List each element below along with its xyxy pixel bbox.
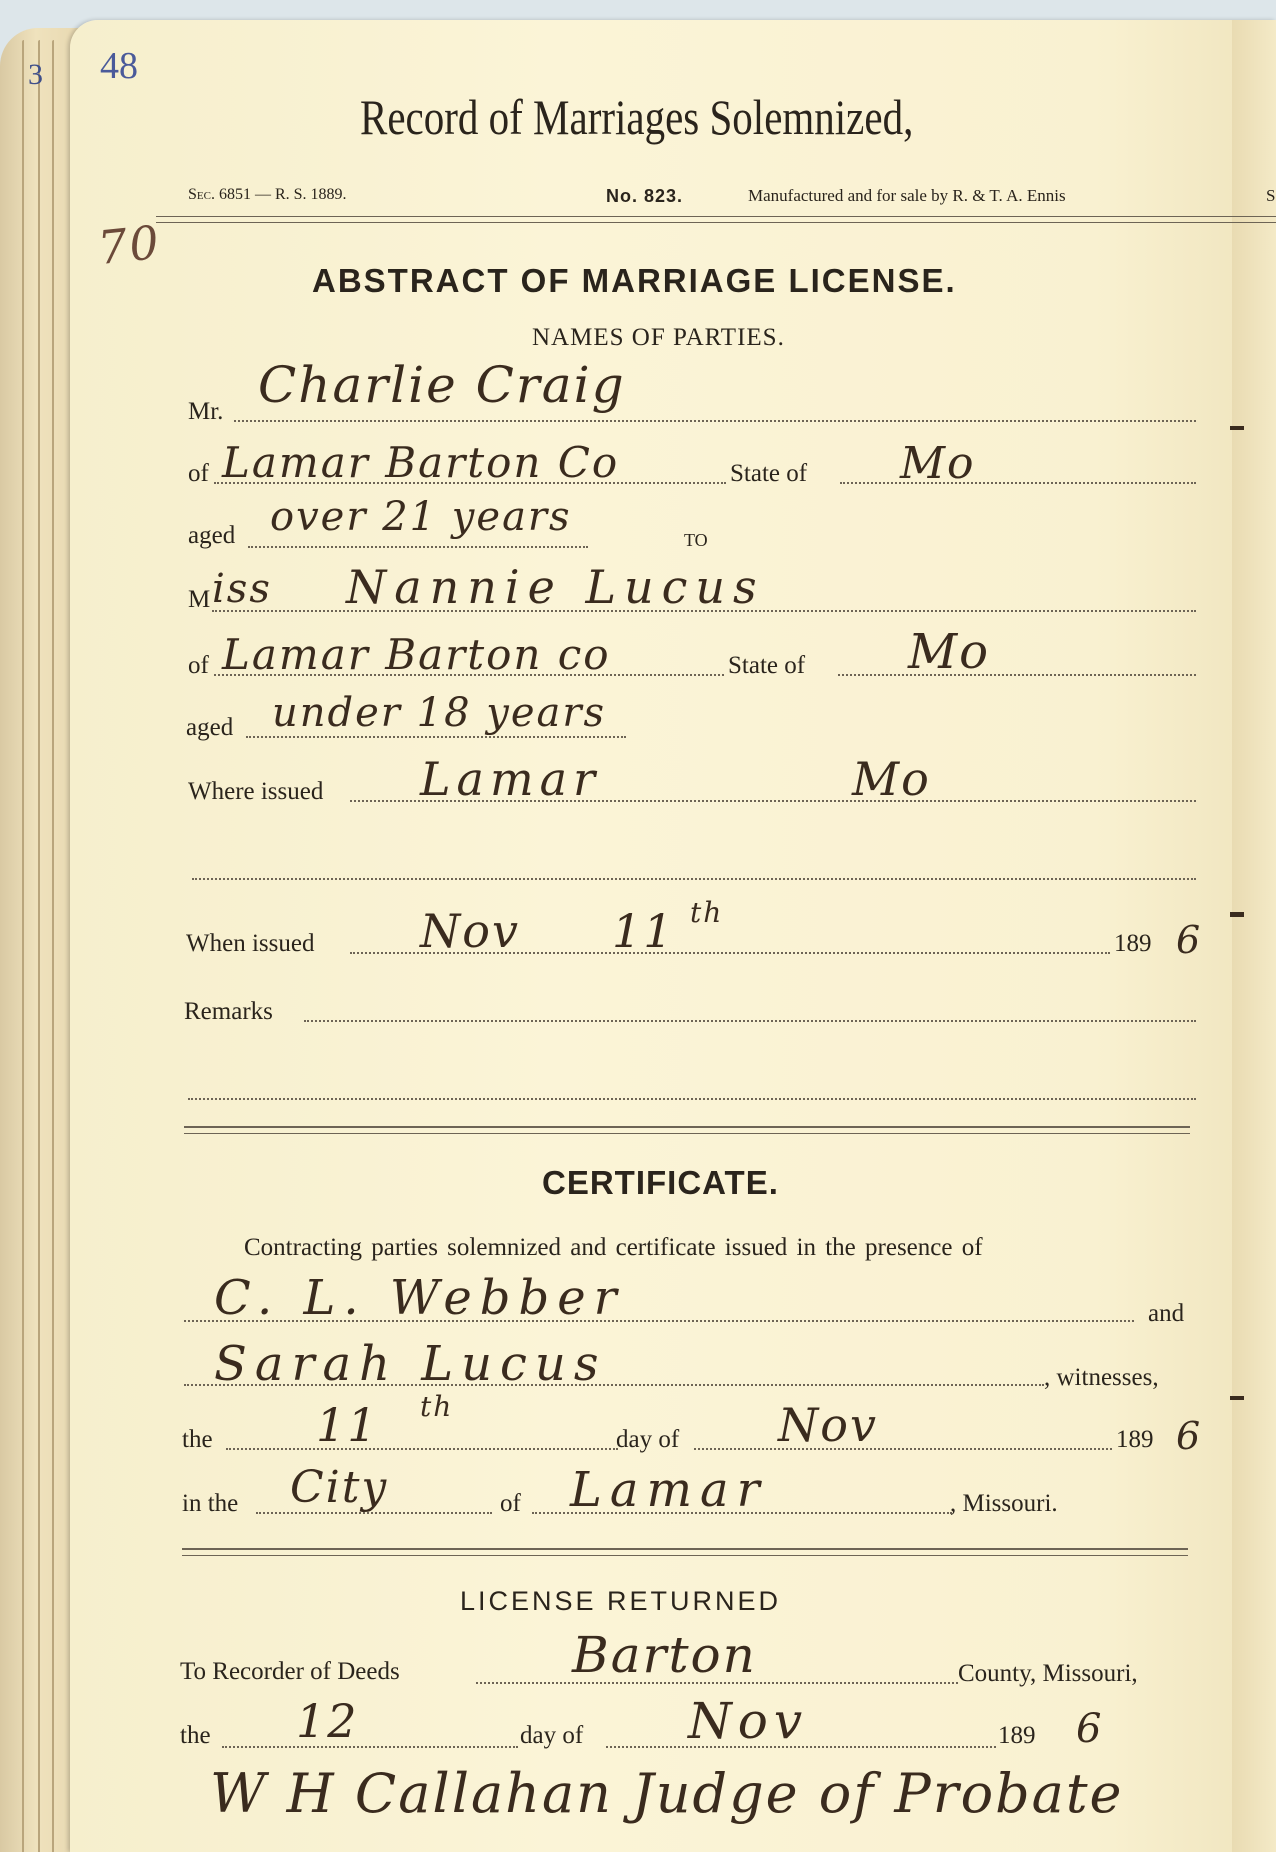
section-rule	[184, 1133, 1190, 1134]
cert-the-label: the	[182, 1426, 213, 1453]
cert-day-line	[226, 1448, 618, 1450]
recorder-label: To Recorder of Deeds	[180, 1658, 400, 1685]
when-issued-day-suffix: th	[690, 896, 724, 929]
statute-reference: Sec. 6851 — R. S. 1889.	[188, 186, 347, 203]
probate-judge-signature: W H Callahan Judge of Probate	[210, 1762, 1124, 1825]
remarks-label: Remarks	[184, 998, 273, 1025]
returned-the-label: the	[180, 1722, 211, 1749]
certificate-intro: Contracting parties solemnized and certificate issued in the presence of	[244, 1234, 983, 1261]
binding-mark	[1230, 912, 1244, 917]
witnesses-label: , witnesses,	[1044, 1364, 1159, 1391]
corner-mark: 3	[28, 58, 43, 91]
remarks-line	[304, 1020, 1196, 1022]
mr-label: Mr.	[188, 398, 224, 425]
groom-state: Mo	[900, 438, 976, 489]
remarks-line-2	[188, 1098, 1196, 1100]
bride-age-line	[246, 736, 626, 738]
manufacturer-cut-text: S	[1266, 186, 1276, 205]
returned-day-line	[222, 1746, 518, 1748]
binding-mark	[1230, 1396, 1244, 1400]
header-rule	[156, 222, 1276, 223]
returned-year-prefix: 189	[998, 1722, 1036, 1749]
cert-month-line	[694, 1448, 1112, 1450]
section-rule	[182, 1555, 1188, 1556]
cert-of-label: of	[500, 1490, 521, 1517]
cert-day-of-label: day of	[616, 1426, 680, 1453]
groom-age-line	[248, 546, 588, 548]
abstract-title: ABSTRACT OF MARRIAGE LICENSE.	[312, 262, 957, 299]
missouri-label: , Missouri.	[950, 1490, 1058, 1517]
where-issued-line-2	[192, 878, 1196, 880]
groom-state-label: State of	[730, 460, 808, 487]
returned-year-digit: 6	[1076, 1706, 1104, 1752]
place-type: City	[290, 1462, 389, 1513]
bride-of-label: of	[188, 652, 209, 679]
form-number: No. 823.	[606, 186, 684, 206]
when-issued-year-prefix: 189	[1114, 930, 1152, 957]
miss-label: M	[188, 586, 211, 613]
groom-aged-label: aged	[188, 522, 236, 549]
groom-residence: Lamar Barton Co	[222, 438, 620, 487]
names-heading: NAMES OF PARTIES.	[532, 324, 785, 351]
page-edge-line	[22, 40, 24, 1852]
groom-state-line	[840, 482, 1196, 484]
bride-age: under 18 years	[272, 690, 607, 736]
cert-year-digit: 6	[1176, 1414, 1203, 1458]
and-label: and	[1148, 1300, 1185, 1327]
cert-year-prefix: 189	[1116, 1426, 1154, 1453]
in-the-label: in the	[182, 1490, 239, 1517]
bride-state: Mo	[908, 624, 991, 680]
bride-state-line	[838, 674, 1196, 676]
certificate-title: CERTIFICATE.	[542, 1164, 779, 1201]
page-number: 48	[100, 45, 138, 87]
where-issued-city: Lamar	[420, 752, 602, 806]
margin-note: 70	[95, 214, 164, 276]
county-name: Barton	[572, 1626, 757, 1684]
bride-aged-label: aged	[186, 714, 234, 741]
section-rule	[182, 1548, 1188, 1550]
binding-mark	[1230, 426, 1244, 430]
when-issued-day: 11	[612, 904, 675, 958]
cert-day: 11	[316, 1398, 379, 1452]
header-rule	[156, 216, 1276, 217]
page-edge-line	[52, 40, 54, 1852]
section-rule	[184, 1126, 1190, 1128]
where-issued-label: Where issued	[188, 778, 324, 805]
returned-month: Nov	[688, 1692, 809, 1750]
bride-residence: Lamar Barton co	[222, 630, 611, 679]
mr-line	[234, 420, 1196, 422]
witness1-name: C. L. Webber	[214, 1270, 625, 1326]
bride-state-label: State of	[728, 652, 806, 679]
miss-handwritten: iss	[212, 566, 272, 612]
groom-of-label: of	[188, 460, 209, 487]
page-edge-line	[38, 40, 40, 1852]
book-spine	[1232, 20, 1276, 1852]
cert-day-suffix: th	[420, 1390, 454, 1423]
where-issued-state: Mo	[852, 752, 931, 806]
groom-age: over 21 years	[270, 494, 572, 540]
license-returned-title: LICENSE RETURNED	[460, 1586, 782, 1616]
manufacturer-line: Manufactured and for sale by R. & T. A. Ennis	[748, 186, 1066, 205]
bride-name: Nannie Lucus	[346, 560, 765, 614]
place-name: Lamar	[570, 1462, 768, 1518]
cert-month: Nov	[778, 1398, 878, 1452]
witness2-name: Sarah Lucus	[214, 1336, 607, 1392]
returned-day: 12	[296, 1694, 359, 1748]
when-issued-label: When issued	[186, 930, 315, 957]
county-label: County, Missouri,	[958, 1660, 1138, 1687]
groom-name: Charlie Craig	[258, 356, 626, 414]
record-title: Record of Marriages Solemnized,	[360, 89, 914, 145]
returned-day-of-label: day of	[520, 1722, 584, 1749]
when-issued-month: Nov	[420, 904, 520, 958]
to-label: TO	[684, 530, 708, 550]
when-issued-year-digit: 6	[1176, 918, 1203, 962]
